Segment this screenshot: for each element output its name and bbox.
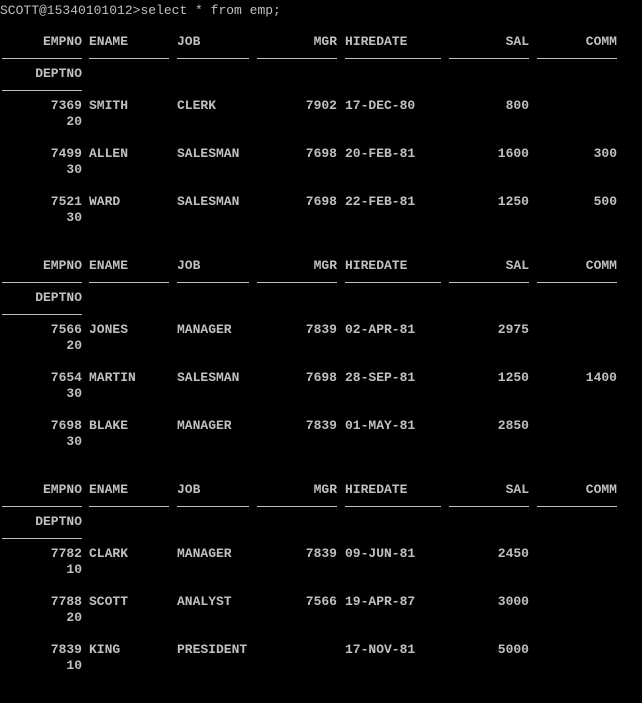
column-header-ename: ENAME [89,34,129,49]
cell-mgr: 7839 [305,546,337,561]
column-header-job: JOB [177,258,201,273]
cell-hiredate: 01-MAY-81 [345,418,416,433]
column-header-deptno: DEPTNO [35,514,82,529]
header-underline [449,506,529,507]
cell-hiredate: 22-FEB-81 [345,194,416,209]
cell-job: PRESIDENT [177,642,248,657]
command-line [0,3,281,19]
column-header-empno: EMPNO [42,258,82,273]
column-header-sal: SAL [505,258,529,273]
cell-sal: 2850 [497,418,529,433]
cell-hiredate: 02-APR-81 [345,322,416,337]
cell-ename: SMITH [89,98,129,113]
cell-job: CLERK [177,98,217,113]
cell-empno: 7521 [50,194,82,209]
cell-empno: 7369 [50,98,82,113]
column-header-mgr: MGR [313,258,337,273]
column-header-job: JOB [177,34,201,49]
header-underline [177,58,249,59]
cell-deptno: 10 [66,562,82,577]
cell-sal: 2975 [497,322,529,337]
cell-job: MANAGER [177,546,232,561]
cell-sal: 1600 [497,146,529,161]
cell-empno: 7698 [50,418,82,433]
cell-ename: CLARK [89,546,129,561]
cell-deptno: 20 [66,338,82,353]
header-underline [177,506,249,507]
cell-job: SALESMAN [177,370,240,385]
cell-hiredate: 17-DEC-80 [345,98,416,113]
cell-empno: 7782 [50,546,82,561]
cell-deptno: 30 [66,434,82,449]
column-header-hiredate: HIREDATE [345,34,408,49]
header-underline [177,282,249,283]
header-underline [257,58,337,59]
cell-mgr: 7698 [305,146,337,161]
cell-mgr: 7902 [305,98,337,113]
column-header-hiredate: HIREDATE [345,482,408,497]
column-header-ename: ENAME [89,258,129,273]
cell-job: SALESMAN [177,194,240,209]
column-header-empno: EMPNO [42,34,82,49]
cell-hiredate: 09-JUN-81 [345,546,416,561]
header-underline [257,506,337,507]
cell-comm: 500 [593,194,617,209]
cell-sal: 2450 [497,546,529,561]
sql-command: select * from emp; [140,3,281,18]
cell-empno: 7499 [50,146,82,161]
column-header-mgr: MGR [313,482,337,497]
header-underline [2,90,82,91]
cell-job: MANAGER [177,418,232,433]
cell-deptno: 30 [66,210,82,225]
cell-empno: 7566 [50,322,82,337]
cell-deptno: 20 [66,610,82,625]
column-header-job: JOB [177,482,201,497]
header-underline [89,506,169,507]
cell-mgr: 7839 [305,418,337,433]
cell-sal: 5000 [497,642,529,657]
cell-sal: 800 [505,98,529,113]
cell-deptno: 30 [66,162,82,177]
cell-mgr: 7698 [305,370,337,385]
cell-empno: 7839 [50,642,82,657]
cell-empno: 7654 [50,370,82,385]
sql-prompt: SCOTT@15340101012> [0,3,141,18]
column-header-sal: SAL [505,34,529,49]
cell-ename: JONES [89,322,129,337]
cell-sal: 1250 [497,194,529,209]
column-header-ename: ENAME [89,482,129,497]
cell-hiredate: 17-NOV-81 [345,642,416,657]
cell-sal: 3000 [497,594,529,609]
header-underline [449,58,529,59]
column-header-hiredate: HIREDATE [345,258,408,273]
cell-deptno: 10 [66,658,82,673]
cell-ename: SCOTT [89,594,129,609]
header-underline [2,314,82,315]
column-header-comm: COMM [585,34,617,49]
cell-mgr: 7698 [305,194,337,209]
cell-ename: ALLEN [89,146,129,161]
cell-comm: 1400 [585,370,617,385]
cell-sal: 1250 [497,370,529,385]
header-underline [537,506,617,507]
header-underline [2,58,82,59]
cell-ename: WARD [89,194,121,209]
cell-job: MANAGER [177,322,232,337]
column-header-deptno: DEPTNO [35,290,82,305]
cell-comm: 300 [593,146,617,161]
cell-ename: BLAKE [89,418,129,433]
column-header-deptno: DEPTNO [35,66,82,81]
header-underline [345,506,441,507]
header-underline [2,282,82,283]
column-header-sal: SAL [505,482,529,497]
cell-deptno: 20 [66,114,82,129]
header-underline [449,282,529,283]
header-underline [537,282,617,283]
cell-hiredate: 19-APR-87 [345,594,416,609]
header-underline [537,58,617,59]
header-underline [345,58,441,59]
cell-ename: KING [89,642,121,657]
header-underline [345,282,441,283]
cell-mgr: 7566 [305,594,337,609]
column-header-comm: COMM [585,482,617,497]
cell-job: ANALYST [177,594,232,609]
cell-hiredate: 28-SEP-81 [345,370,416,385]
header-underline [89,58,169,59]
header-underline [2,538,82,539]
cell-job: SALESMAN [177,146,240,161]
column-header-mgr: MGR [313,34,337,49]
header-underline [2,506,82,507]
cell-hiredate: 20-FEB-81 [345,146,416,161]
cell-mgr: 7839 [305,322,337,337]
header-underline [257,282,337,283]
cell-empno: 7788 [50,594,82,609]
column-header-empno: EMPNO [42,482,82,497]
cell-ename: MARTIN [89,370,136,385]
cell-deptno: 30 [66,386,82,401]
column-header-comm: COMM [585,258,617,273]
header-underline [89,282,169,283]
